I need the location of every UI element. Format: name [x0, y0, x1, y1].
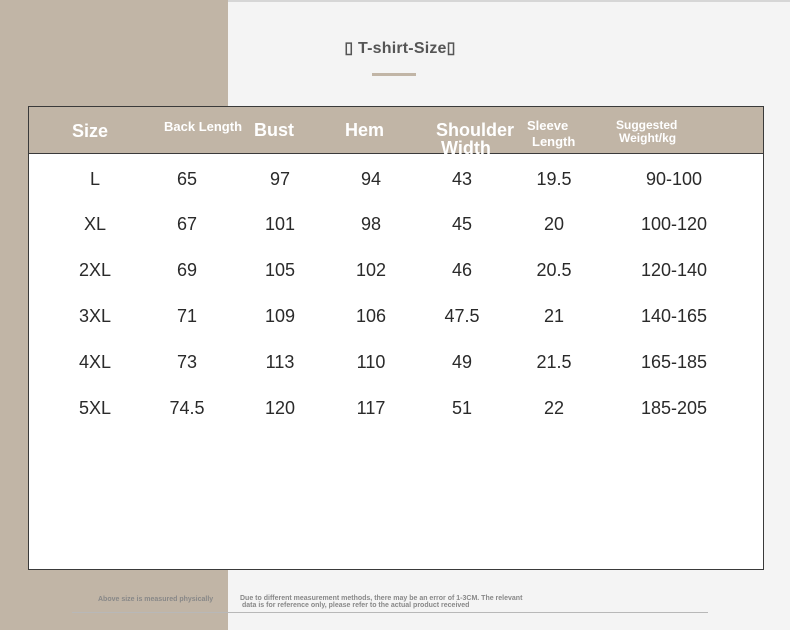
cell-weight: 140-165 [640, 306, 708, 326]
top-divider [228, 0, 790, 2]
footnote-error-line-2: data is for reference only, please refer to the actual product received [242, 602, 470, 609]
cell-size: L [89, 169, 101, 189]
header-bust: Bust [254, 120, 294, 140]
cell-size: XL [83, 214, 107, 234]
cell-back-length: 69 [176, 260, 198, 280]
table-row [29, 169, 763, 193]
cell-sleeve: 20.5 [536, 260, 572, 280]
cell-sleeve: 19.5 [536, 169, 572, 189]
title-bracket-left: ▯ [344, 40, 358, 57]
cell-bust: 120 [264, 398, 296, 418]
cell-back-length: 65 [176, 169, 198, 189]
cell-shoulder: 46 [451, 260, 473, 280]
cell-hem: 110 [356, 352, 386, 372]
header-sleeve: Sleeve [527, 118, 569, 133]
table-row [29, 398, 763, 422]
header-length: Length [532, 134, 576, 149]
cell-size: 2XL [78, 260, 112, 280]
header-size: Size [72, 121, 109, 141]
cell-bust: 109 [264, 306, 296, 326]
cell-shoulder: 43 [451, 169, 473, 189]
header-hem: Hem [345, 120, 385, 140]
footnote-error-line-1: Due to different measurement methods, there may be an error of 1-3CM. The relevant [240, 595, 523, 602]
cell-hem: 94 [360, 169, 382, 189]
cell-weight: 100-120 [640, 214, 708, 234]
footnote-measured: Above size is measured physically [98, 596, 214, 603]
table-row [29, 352, 763, 376]
cell-back-length: 67 [176, 214, 198, 234]
table-row [29, 260, 763, 284]
cell-size: 5XL [78, 398, 112, 418]
cell-sleeve: 21 [543, 306, 565, 326]
cell-hem: 102 [355, 260, 387, 280]
header-suggested: Suggested [616, 118, 678, 132]
cell-back-length: 71 [176, 306, 198, 326]
cell-bust: 97 [269, 169, 291, 189]
cell-size: 4XL [78, 352, 112, 372]
cell-size: 3XL [78, 306, 112, 326]
cell-shoulder: 51 [451, 398, 473, 418]
table-row [29, 306, 763, 330]
title-underline [372, 73, 416, 76]
bottom-divider [72, 612, 708, 613]
cell-shoulder: 45 [451, 214, 473, 234]
cell-bust: 101 [264, 214, 296, 234]
cell-back-length: 73 [176, 352, 198, 372]
cell-shoulder: 47.5 [444, 306, 480, 326]
cell-weight: 185-205 [640, 398, 708, 418]
size-chart-card [28, 106, 764, 570]
header-weight: Weight/kg [619, 131, 677, 145]
cell-weight: 165-185 [640, 352, 708, 372]
cell-weight: 90-100 [645, 169, 703, 189]
table-header-row [29, 107, 763, 158]
cell-back-length: 74.5 [169, 398, 205, 418]
cell-bust: 105 [264, 260, 296, 280]
cell-shoulder: 49 [451, 352, 473, 372]
cell-bust: 113 [265, 352, 295, 372]
cell-sleeve: 21.5 [536, 352, 572, 372]
page-title [300, 38, 500, 58]
title-bracket-right: ▯ [446, 40, 456, 57]
cell-hem: 106 [355, 306, 387, 326]
cell-weight: 120-140 [640, 260, 708, 280]
header-shoulder: Shoulder [436, 120, 515, 140]
header-back-length: Back Length [164, 119, 243, 134]
cell-sleeve: 20 [543, 214, 565, 234]
title-text: T-shirt-Size [358, 40, 447, 57]
table-row [29, 214, 763, 238]
header-width: Width [441, 138, 491, 158]
cell-hem: 117 [356, 398, 386, 418]
cell-hem: 98 [360, 214, 382, 234]
cell-sleeve: 22 [543, 398, 565, 418]
